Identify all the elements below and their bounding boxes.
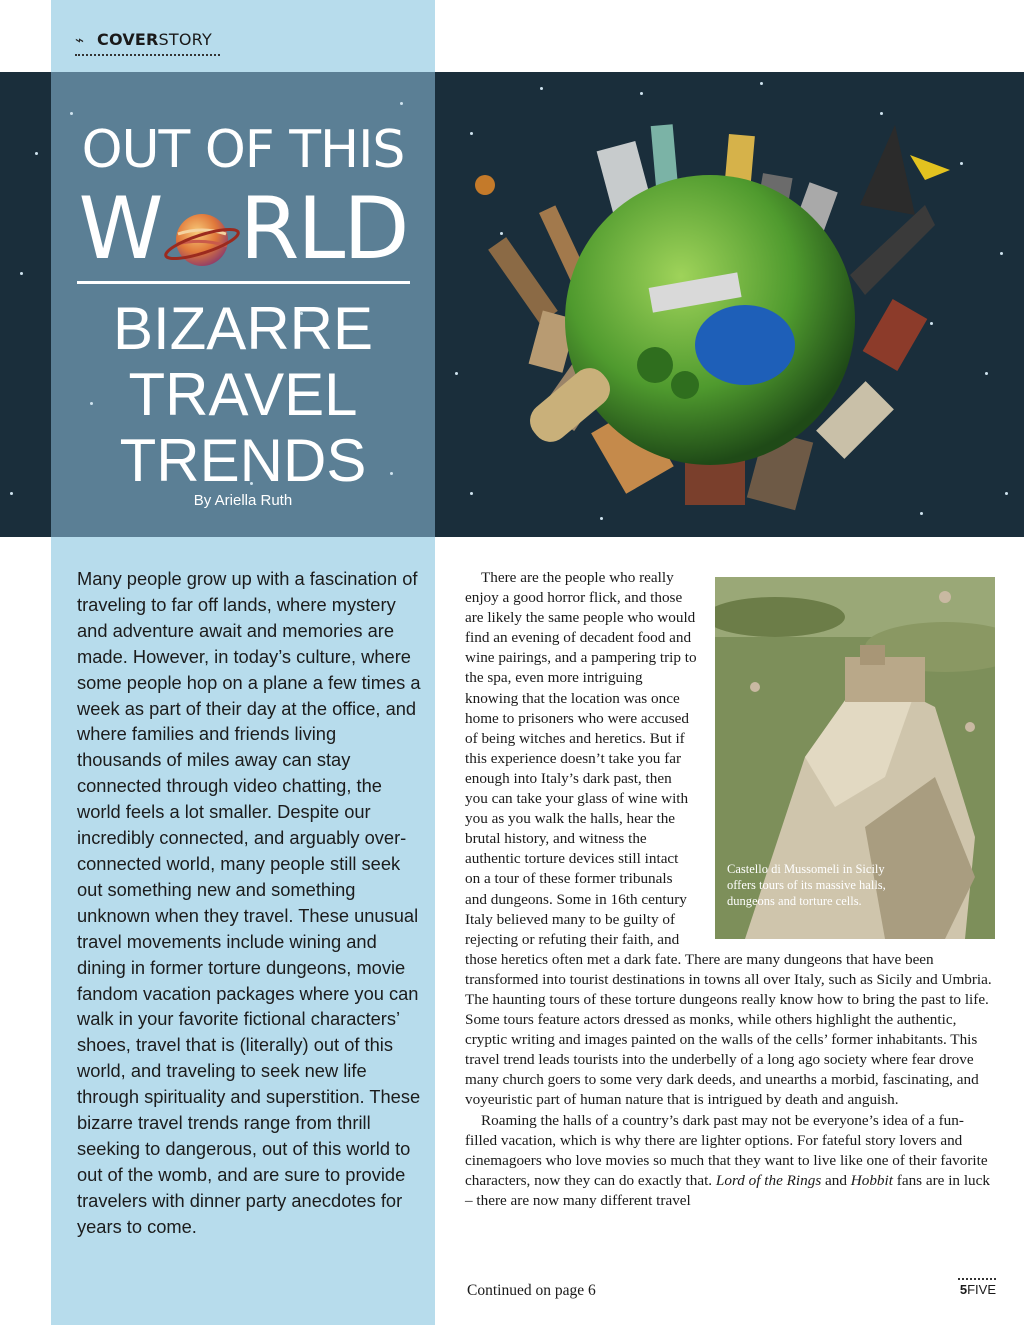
article-paragraph-1-text: There are the people who really enjoy a good horror flick, and those are likely the same people who would find an evening of decadent food and wine pairings, and a pampering trip to the spa, even more intriguing knowing that the location was once home to prisoners who were accused of being witches and heretics. But if this experience doesn’t take you far enough into Italy’s dark past, then you can take your glass of wine with you as you walk the halls, hear the brutal history, and witness the authentic torture devices still intact on a tour of these former tribunals and dungeons. Some in 16th century Italy believed many to be guilty of rejecting or refuting their faith, and those heretics often met a dark fate. There are many dungeons that have been transformed into tourist destinations in towns all over Italy, such as Sicily and Umbria. The haunting tours of these torture dungeons really know how to bring the past to life. Some tours feature actors dressed as monks, while others highlight the authentic, cryptic writing and images painted on the walls of the cells’ former inhabitants. This travel trend leads tourists into the underbelly of a long ago society where fear drove many church goers to some very dark deeds, and unearths a morbid, fascinating, and voyeuristic part of human nature that is intrigued by death and anguish.: [465, 569, 992, 1109]
title-letter-w: W: [78, 179, 162, 279]
title-letters-rld: RLD: [239, 179, 408, 279]
page-number: [958, 1278, 996, 1297]
continued-note: Continued on page 6: [467, 1282, 596, 1299]
world-landmarks-illustration: [455, 85, 975, 535]
article-body: [465, 568, 995, 1211]
photo-caption: Castello di Mussomeli in Sicily offers tours of its massive halls, dungeons and torture cells.: [727, 862, 886, 908]
article-paragraph-1: [465, 568, 995, 1111]
section-header: [75, 28, 220, 56]
intro-paragraph: Many people grow up with a fascination of traveling to far off lands, where mystery and adventure await and memories are made. However, in today’s culture, where some people hop on a plane a few times a week as part of their day at the office, and where families and friends living thousands of miles away can stay connected through video chatting, the world feels a lot smaller. Despite our incredibly connected, and arguably over-connected world, many people still seek out something new and something unknown when they travel. These unusual travel movements include wining and dining in former torture dungeons, movie fandom vacation packages where you can walk in your favorite fictional characters’ shoes, travel that is (literally) out of this world, and traveling to seek new life through spirituality and superstition. These bizarre travel trends range from thrill seeking to dangerous, out of this world to out of the womb, and are sure to provide travelers with dinner party anecdotes for years to come.: [77, 568, 421, 1237]
article-paragraph-2: [465, 1111, 995, 1211]
section-label-bold: COVER: [97, 30, 159, 49]
page-number-word: FIVE: [967, 1282, 996, 1297]
section-label-rest: STORY: [158, 30, 212, 49]
star: [35, 152, 38, 155]
title-line-2: [51, 179, 435, 279]
subtitle-line: TRAVEL: [128, 361, 358, 428]
star: [1005, 492, 1008, 495]
subtitle: [51, 296, 435, 494]
castle-photo: [715, 577, 995, 939]
intro-text: [77, 566, 422, 1240]
paragraph-2-connector: and: [821, 1171, 851, 1189]
star: [400, 102, 403, 105]
star: [985, 372, 988, 375]
lightning-bolt-icon: ⌁: [75, 31, 85, 49]
subtitle-line: BIZARRE: [112, 295, 374, 362]
page-number-digit: 5: [959, 1282, 968, 1297]
film-title-lotr: Lord of the Rings: [715, 1171, 822, 1189]
title-divider: [77, 281, 410, 284]
star: [10, 492, 13, 495]
star: [1000, 252, 1003, 255]
subtitle-line: TRENDS: [119, 427, 367, 494]
ringed-planet-icon: [162, 200, 240, 270]
paragraph-2-ending: fans are in luck – there are now many different travel: [465, 1171, 990, 1209]
star: [70, 112, 73, 115]
star: [20, 272, 23, 275]
paragraph-2-text: Roaming the halls of a country’s dark past may not be everyone’s idea of a fun-filled vacation, which is why there are lighter options. For fateful story lovers and cinemagoers who love movies so much that they want to live like one of their favorite characters, now they can do exactly that.: [465, 1111, 988, 1189]
byline: By Ariella Ruth: [193, 492, 293, 509]
film-title-hobbit: Hobbit: [850, 1171, 893, 1189]
title-line-1: OUT OF THIS: [81, 120, 405, 180]
section-label: [97, 30, 212, 49]
